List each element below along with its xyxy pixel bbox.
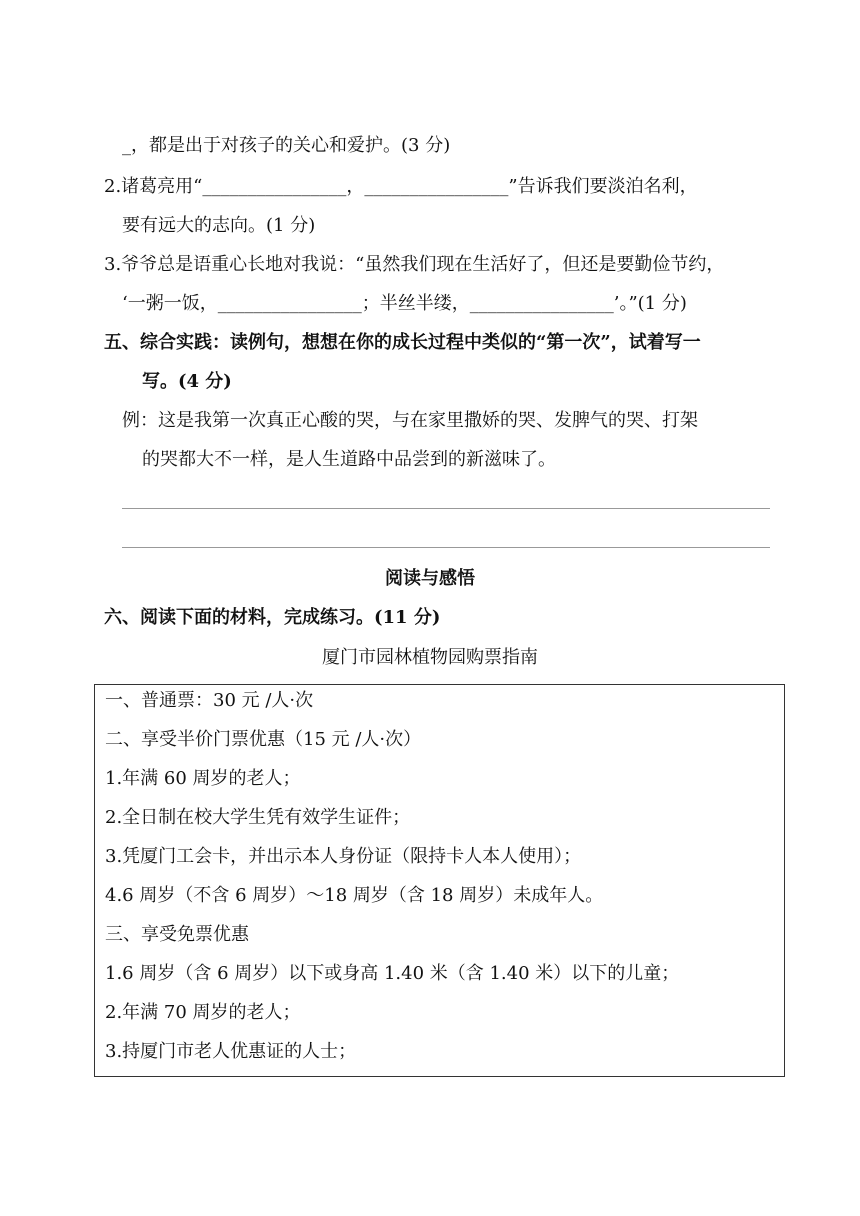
box-line: 二、享受半价门票优惠（15 元 /人·次） — [105, 729, 422, 750]
box-line: 1.6 周岁（含 6 周岁）以下或身高 1.40 米（含 1.40 米）以下的儿童； — [105, 963, 680, 984]
answer-line-2[interactable] — [122, 547, 770, 548]
section-5-example-line2: 的哭都大不一样，是人生道路中品尝到的新滋味了。 — [142, 449, 556, 470]
box-line: 3.持厦门市老人优惠证的人士； — [105, 1041, 357, 1062]
box-line: 4.6 周岁（不含 6 周岁）～18 周岁（含 18 周岁）未成年人。 — [105, 885, 604, 906]
box-line: 2.全日制在校大学生凭有效学生证件； — [105, 807, 411, 828]
question-4-2-line2: 要有远大的志向。(1 分) — [122, 215, 316, 236]
question-4-1-tail: _，都是出于对孩子的关心和爱护。(3 分) — [122, 135, 451, 156]
box-line: 2.年满 70 周岁的老人； — [105, 1002, 301, 1023]
answer-line-1[interactable] — [122, 508, 770, 509]
question-4-3-line1: 3.爷爷总是语重心长地对我说：“虽然我们现在生活好了，但还是要勤俭节约， — [104, 254, 725, 275]
material-title: 厦门市园林植物园购票指南 — [322, 647, 538, 668]
question-4-3-line2: ‘一粥一饭，________________；半丝半缕，________________’。”(1 分) — [122, 293, 687, 314]
box-line: 三、享受免票优惠 — [105, 924, 249, 945]
box-line: 一、普通票：30 元 /人·次 — [105, 690, 314, 711]
section-5-example-line1: 例：这是我第一次真正心酸的哭，与在家里撒娇的哭、发脾气的哭、打架 — [122, 410, 698, 431]
box-line: 3.凭厦门工会卡，并出示本人身份证（限持卡人本人使用）； — [105, 846, 582, 867]
ticket-guide-box — [94, 684, 785, 1077]
reading-heading: 阅读与感悟 — [385, 568, 475, 589]
question-4-2-line1: 2.诸葛亮用“________________，________________”告诉我们要淡泊名利， — [104, 176, 698, 197]
section-6-title: 六、阅读下面的材料，完成练习。(11 分) — [104, 607, 441, 628]
section-5-title-line2: 写。(4 分) — [142, 371, 232, 392]
section-5-title-line1: 五、综合实践：读例句，想想在你的成长过程中类似的“第一次”，试着写一 — [104, 332, 701, 353]
box-line: 1.年满 60 周岁的老人； — [105, 768, 301, 789]
